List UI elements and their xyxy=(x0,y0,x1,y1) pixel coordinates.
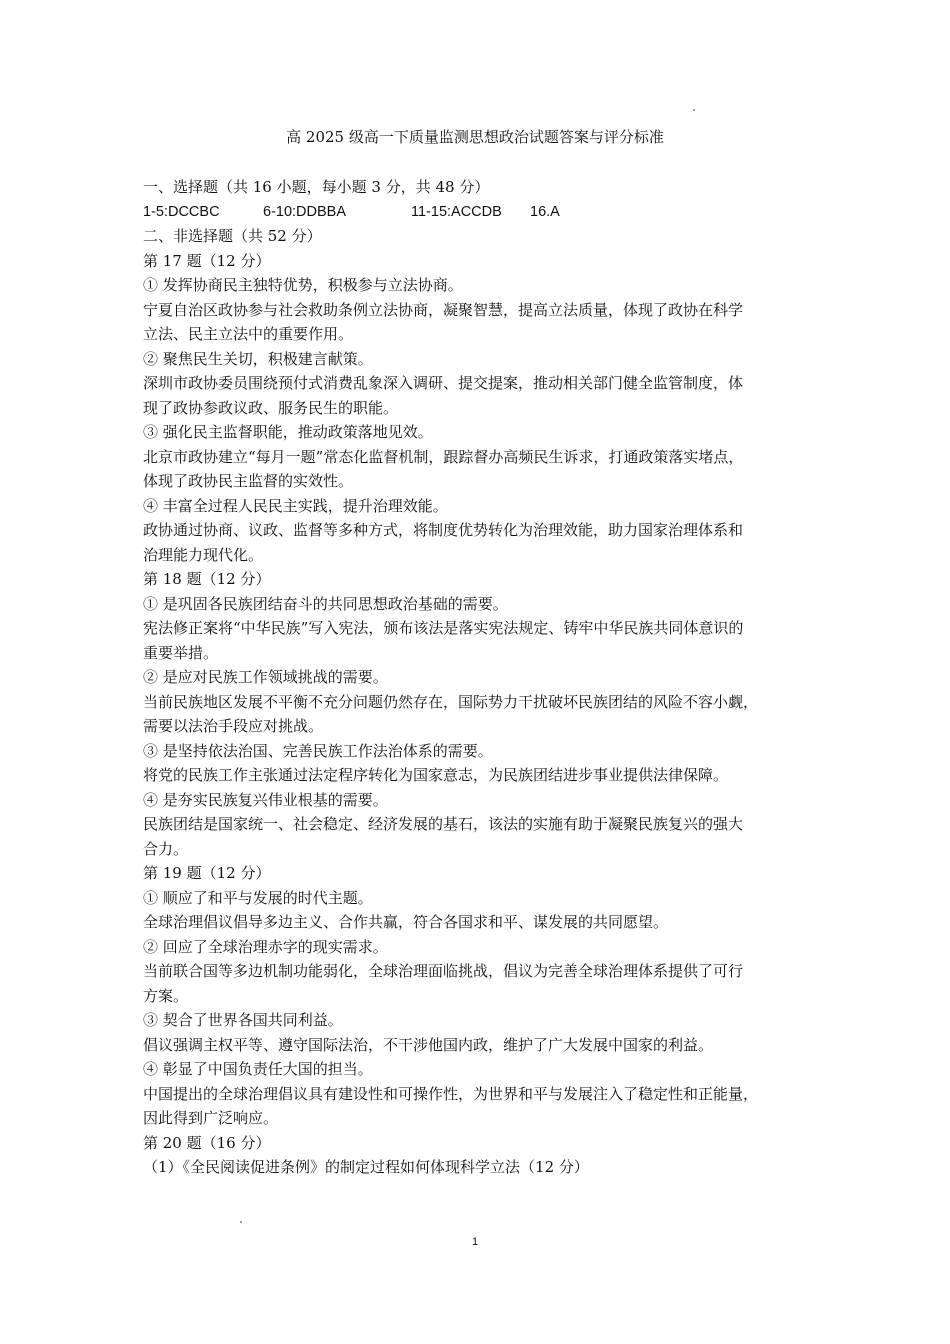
page-number: 1 xyxy=(471,1236,479,1248)
section-heading-choice: 一、选择题（共 16 小题，每小题 3 分，共 48 分） xyxy=(143,178,490,196)
text-line: 第 20 题（16 分） xyxy=(143,1133,271,1152)
text-line: 方案。 xyxy=(143,986,189,1005)
text-line: 宪法修正案将“中华民族”写入宪法，颁布该法是落实宪法规定、铸牢中华民族共同体意识的 xyxy=(143,619,744,637)
text-line: ③ 契合了世界各国共同利益。 xyxy=(143,1011,343,1029)
text-line: 立法、民主立法中的重要作用。 xyxy=(143,325,354,343)
text-line: （1）《全民阅读促进条例》的制定过程如何体现科学立法（12 分） xyxy=(143,1158,589,1176)
text-line: ④ 是夯实民族复兴伟业根基的需要。 xyxy=(143,790,388,809)
text-line: 当前联合国等多边机制功能弱化，全球治理面临挑战，倡议为完善全球治理体系提供了可行 xyxy=(143,962,744,980)
text-line: 现了政协参政议政、服务民生的职能。 xyxy=(143,398,399,417)
text-line: ① 顺应了和平与发展的时代主题。 xyxy=(143,888,373,907)
scan-dot xyxy=(240,1221,242,1223)
text-line: ② 回应了全球治理赤字的现实需求。 xyxy=(143,937,388,956)
answer-group: 6-10:DDBBA xyxy=(263,203,347,220)
text-line: 当前民族地区发展不平衡不充分问题仍然存在，国际势力干扰破坏民族团结的风险不容小觑， xyxy=(143,692,759,711)
text-line: ② 聚焦民生关切，积极建言献策。 xyxy=(143,349,373,368)
text-line: 治理能力现代化。 xyxy=(143,545,264,564)
text-line: 体现了政协民主监督的实效性。 xyxy=(143,472,354,490)
text-line: 第 19 题（12 分） xyxy=(143,864,271,882)
text-line: 重要举措。 xyxy=(143,643,219,662)
document-title: 高 2025 级高一下质量监测思想政治试题答案与评分标准 xyxy=(286,128,664,146)
answer-group: 11-15:ACCDB xyxy=(411,203,502,220)
text-line: 需要以法治手段应对挑战。 xyxy=(143,717,324,735)
text-line: 宁夏自治区政协参与社会救助条例立法协商，凝聚智慧，提高立法质量，体现了政协在科学 xyxy=(143,300,744,319)
text-line: ② 是应对民族工作领域挑战的需要。 xyxy=(143,668,388,686)
text-line: 第 18 题（12 分） xyxy=(143,570,271,588)
text-line: 合力。 xyxy=(143,839,189,858)
text-line: 政协通过协商、议政、监督等多种方式，将制度优势转化为治理效能，助力国家治理体系和 xyxy=(143,521,744,539)
scan-dot xyxy=(693,109,695,111)
text-line: ① 发挥协商民主独特优势，积极参与立法协商。 xyxy=(143,276,463,294)
text-line: 全球治理倡议倡导多边主义、合作共赢，符合各国求和平、谋发展的共同愿望。 xyxy=(143,913,669,931)
text-line: ① 是巩固各民族团结奋斗的共同思想政治基础的需要。 xyxy=(143,594,508,613)
text-line: ③ 强化民主监督职能，推动政策落地见效。 xyxy=(143,423,433,441)
text-line: 深圳市政协委员围绕预付式消费乱象深入调研、提交提案，推动相关部门健全监管制度，体 xyxy=(143,374,744,392)
document-body xyxy=(143,175,808,1180)
text-line: ④ 丰富全过程人民民主实践，提升治理效能。 xyxy=(143,496,448,515)
text-line: 中国提出的全球治理倡议具有建设性和可操作性，为世界和平与发展注入了稳定性和正能量， xyxy=(143,1084,759,1103)
answer-lines xyxy=(143,249,808,1180)
text-line: ④ 彰显了中国负责任大国的担当。 xyxy=(143,1060,373,1078)
section-heading-nonchoice: 二、非选择题（共 52 分） xyxy=(143,227,322,245)
text-line: ③ 是坚持依法治国、完善民族工作法治体系的需要。 xyxy=(143,741,493,760)
text-line: 将党的民族工作主张通过法定程序转化为国家意志，为民族团结进步事业提供法律保障。 xyxy=(143,766,729,784)
text-line: 民族团结是国家统一、社会稳定、经济发展的基石，该法的实施有助于凝聚民族复兴的强大 xyxy=(143,815,744,833)
text-line: 因此得到广泛响应。 xyxy=(143,1109,279,1127)
text-line: 北京市政协建立“每月一题”常态化监督机制，跟踪督办高频民生诉求，打通政策落实堵点， xyxy=(143,447,744,466)
text-line: 第 17 题（12 分） xyxy=(143,251,271,270)
answer-group: 16.A xyxy=(530,203,560,220)
answer-group: 1-5:DCCBC xyxy=(143,203,220,220)
choice-answers xyxy=(143,200,808,225)
text-line: 倡议强调主权平等、遵守国际法治，不干涉他国内政，维护了广大发展中国家的利益。 xyxy=(143,1035,714,1054)
